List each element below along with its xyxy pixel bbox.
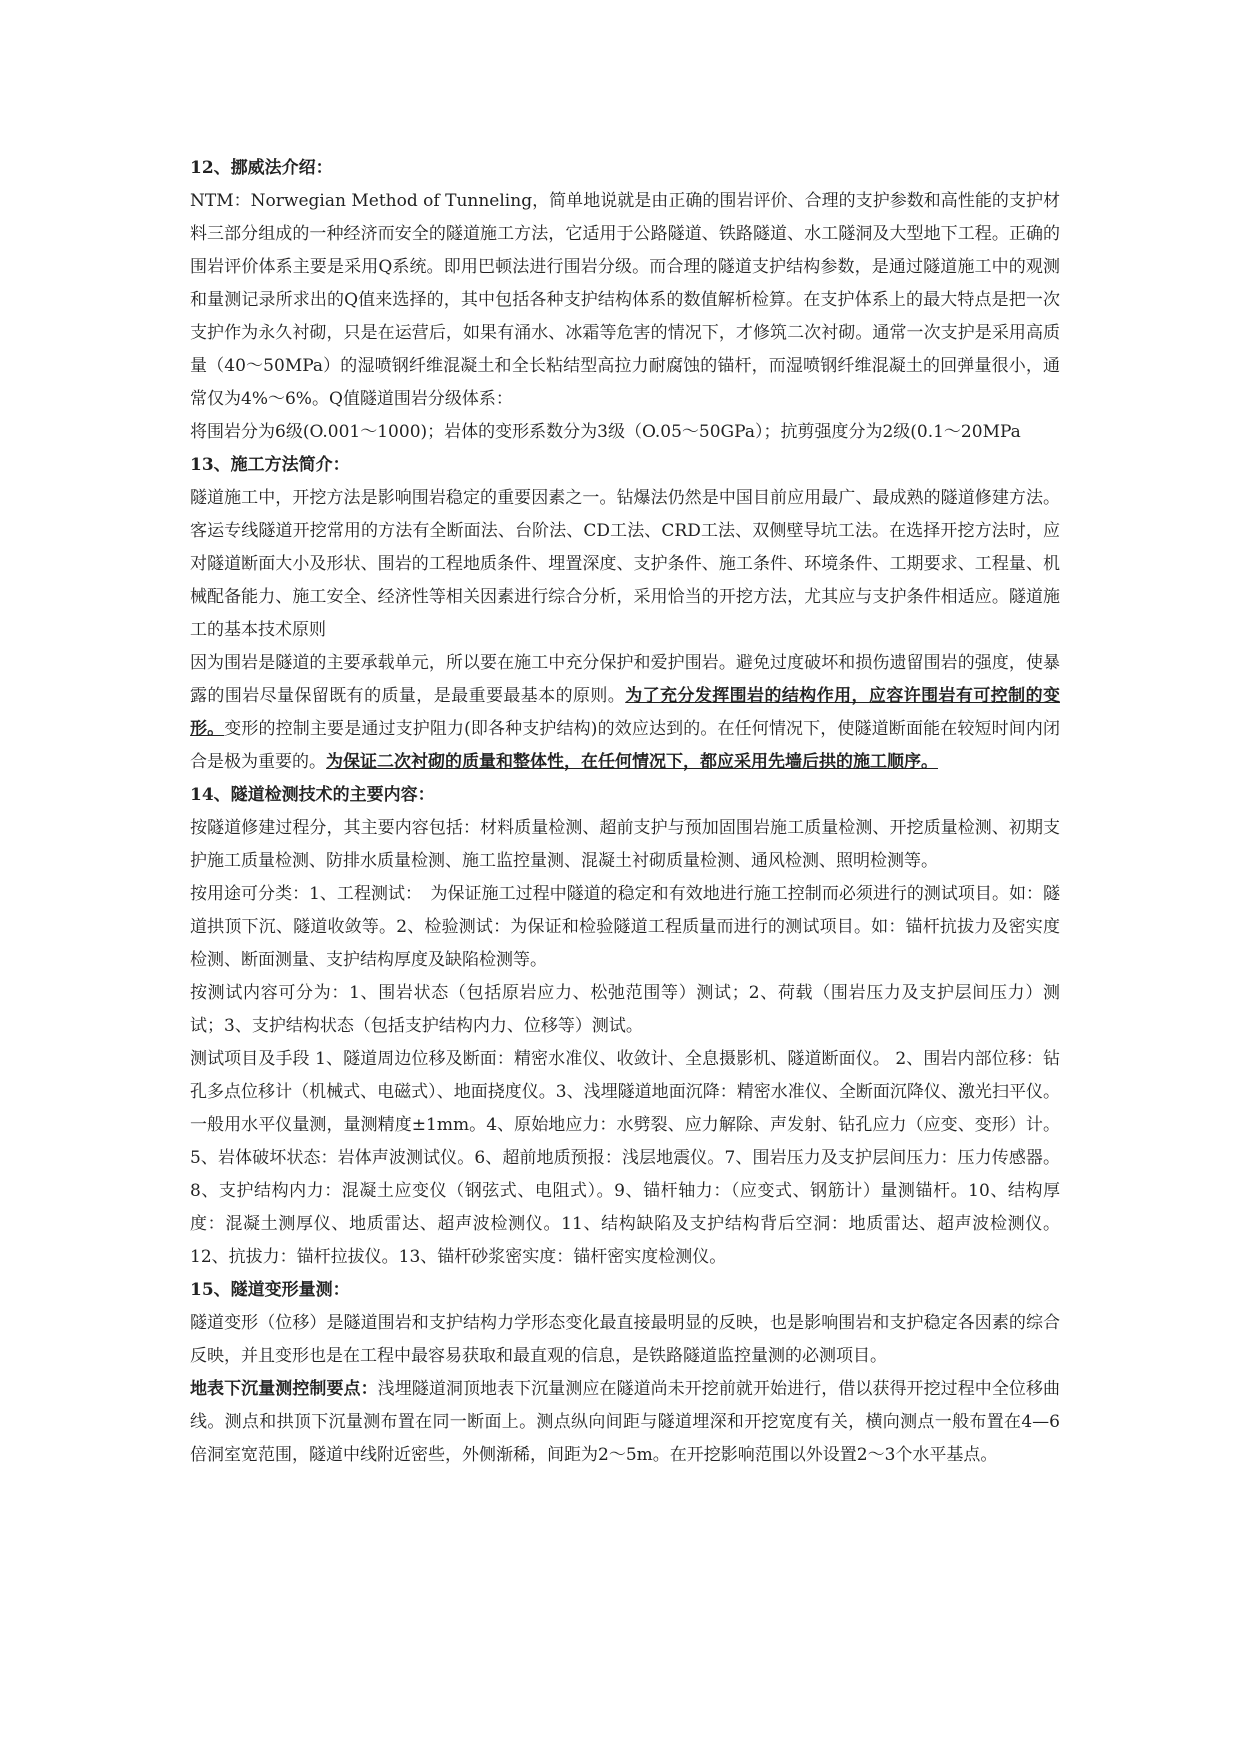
section-14-paragraph-4: 测试项目及手段 1、隧道周边位移及断面：精密水准仪、收敛计、全息摄影机、隧道断面仪。 2、围岩内部位移：钻孔多点位移计（机械式、电磁式）、地面挠度仪。3、浅埋隧道地面沉降：精密水准仪、全断面沉降仪、激光扫平仪。一般用水平仪量测，量测精度±1mm。4、原始地应力：水劈裂、应力解除、声发射、钻孔应力（应变、变形）计。5、岩体破坏状态：岩体声波测试仪。6、超前地质预报：浅层地震仪。7、围岩压力及支护层间压力：压力传感器。8、支护结构内力：混凝土应变仪（钢弦式、电阻式）。9、锚杆轴力：（应变式、钢筋计）量测锚杆。10、结构厚度：混凝土测厚仪、地质雷达、超声波检测仪。11、结构缺陷及支护结构背后空洞：地质雷达、超声波检测仪。12、抗拔力：锚杆拉拔仪。13、锚杆砂浆密实度：锚杆密实度检测仪。: [190, 1049, 1060, 1267]
section-15-paragraph-2: [190, 1373, 1060, 1472]
section-12-heading: 12、挪威法介绍：: [190, 158, 333, 178]
section-14-paragraph-3: 按测试内容可分为：1、围岩状态（包括原岩应力、松弛范围等）测试；2、荷载（围岩压力及支护层间压力）测试；3、支护结构状态（包括支护结构内力、位移等）测试。: [190, 983, 1060, 1036]
section-12-paragraph-2: 将围岩分为6级(O.001～1000)；岩体的变形系数分为3级（O.05～50GPa）；抗剪强度分为2级(0.1～20MPa: [190, 422, 1021, 442]
section-14: [190, 779, 1060, 1274]
section-15-heading: 15、隧道变形量测：: [190, 1280, 350, 1300]
section-14-heading: 14、隧道检测技术的主要内容：: [190, 785, 435, 805]
section-15: [190, 1274, 1060, 1472]
principle-text-1: 因为围岩是隧道的主要承载单元，所以要在施工中充分保护和爱护围岩。避免过度破坏和损伤遗留围岩的强度，使暴露的围岩尽量保留既有的质量，是最重要最基本的原则。: [190, 653, 1060, 706]
principle-emphasis-2: 为保证二次衬砌的质量和整体性，在任何情况下，都应采用先墙后拱的施工顺序。: [326, 752, 938, 772]
section-12: [190, 152, 1060, 449]
section-14-paragraph-1: 按隧道修建过程分，其主要内容包括：材料质量检测、超前支护与预加固围岩施工质量检测、开挖质量检测、初期支护施工质量检测、防排水质量检测、施工监控量测、混凝土衬砌质量检测、通风检测、照明检测等。: [190, 818, 1060, 871]
document-page: [190, 152, 1060, 1472]
section-12-paragraph-1: NTM：Norwegian Method of Tunneling，简单地说就是由正确的围岩评价、合理的支护参数和高性能的支护材料三部分组成的一种经济而安全的隧道施工方法，它适用于公路隧道、铁路隧道、水工隧洞及大型地下工程。正确的围岩评价体系主要是采用Q系统。即用巴顿法进行围岩分级。而合理的隧道支护结构参数，是通过隧道施工中的观测和量测记录所求出的Q值来选择的，其中包括各种支护结构体系的数值解析检算。在支护体系上的最大特点是把一次支护作为永久衬砌，只是在运营后，如果有涌水、冰霜等危害的情况下，才修筑二次衬砌。通常一次支护是采用高质量（40～50MPa）的湿喷钢纤维混凝土和全长粘结型高拉力耐腐蚀的锚杆，而湿喷钢纤维混凝土的回弹量很小，通常仅为4%～6%。Q值隧道围岩分级体系：: [190, 191, 1060, 409]
section-13: [190, 449, 1060, 779]
section-13-heading: 13、施工方法简介：: [190, 455, 350, 475]
principle-text-2: 变形的控制主要是通过支护阻力(即各种支护结构)的效应达到的。在任何情况下，使隧道断面能在较短时间内闭合是极为重要的。: [190, 719, 1060, 772]
section-13-paragraph-1: 隧道施工中，开挖方法是影响围岩稳定的重要因素之一。钻爆法仍然是中国目前应用最广、最成熟的隧道修建方法。客运专线隧道开挖常用的方法有全断面法、台阶法、CD工法、CRD工法、双侧壁导坑工法。在选择开挖方法时，应对隧道断面大小及形状、围岩的工程地质条件、埋置深度、支护条件、施工条件、环境条件、工期要求、工程量、机械配备能力、施工安全、经济性等相关因素进行综合分析，采用恰当的开挖方法，尤其应与支护条件相适应。隧道施工的基本技术原则: [190, 488, 1060, 640]
subsidence-label: 地表下沉量测控制要点：: [190, 1379, 378, 1399]
section-14-paragraph-2: 按用途可分类：1、工程测试： 为保证施工过程中隧道的稳定和有效地进行施工控制而必须进行的测试项目。如：隧道拱顶下沉、隧道收敛等。2、检验测试：为保证和检验隧道工程质量而进行的测试项目。如：锚杆抗拔力及密实度检测、断面测量、支护结构厚度及缺陷检测等。: [190, 884, 1060, 970]
section-15-paragraph-1: 隧道变形（位移）是隧道围岩和支护结构力学形态变化最直接最明显的反映，也是影响围岩和支护稳定各因素的综合反映，并且变形也是在工程中最容易获取和最直观的信息，是铁路隧道监控量测的必测项目。: [190, 1313, 1060, 1366]
principle-emphasis-1: 为了充分发挥围岩的结构作用，应容许围岩有可控制的变形。: [190, 686, 1060, 739]
subsidence-text: 浅埋隧道洞顶地表下沉量测应在隧道尚未开挖前就开始进行，借以获得开挖过程中全位移曲线。测点和拱顶下沉量测布置在同一断面上。测点纵向间距与隧道埋深和开挖宽度有关，横向测点一般布置在4—6倍洞室宽范围，隧道中线附近密些，外侧渐稀，间距为2～5m。在开挖影响范围以外设置2～3个水平基点。: [190, 1379, 1061, 1465]
section-13-paragraph-2: [190, 647, 1060, 779]
